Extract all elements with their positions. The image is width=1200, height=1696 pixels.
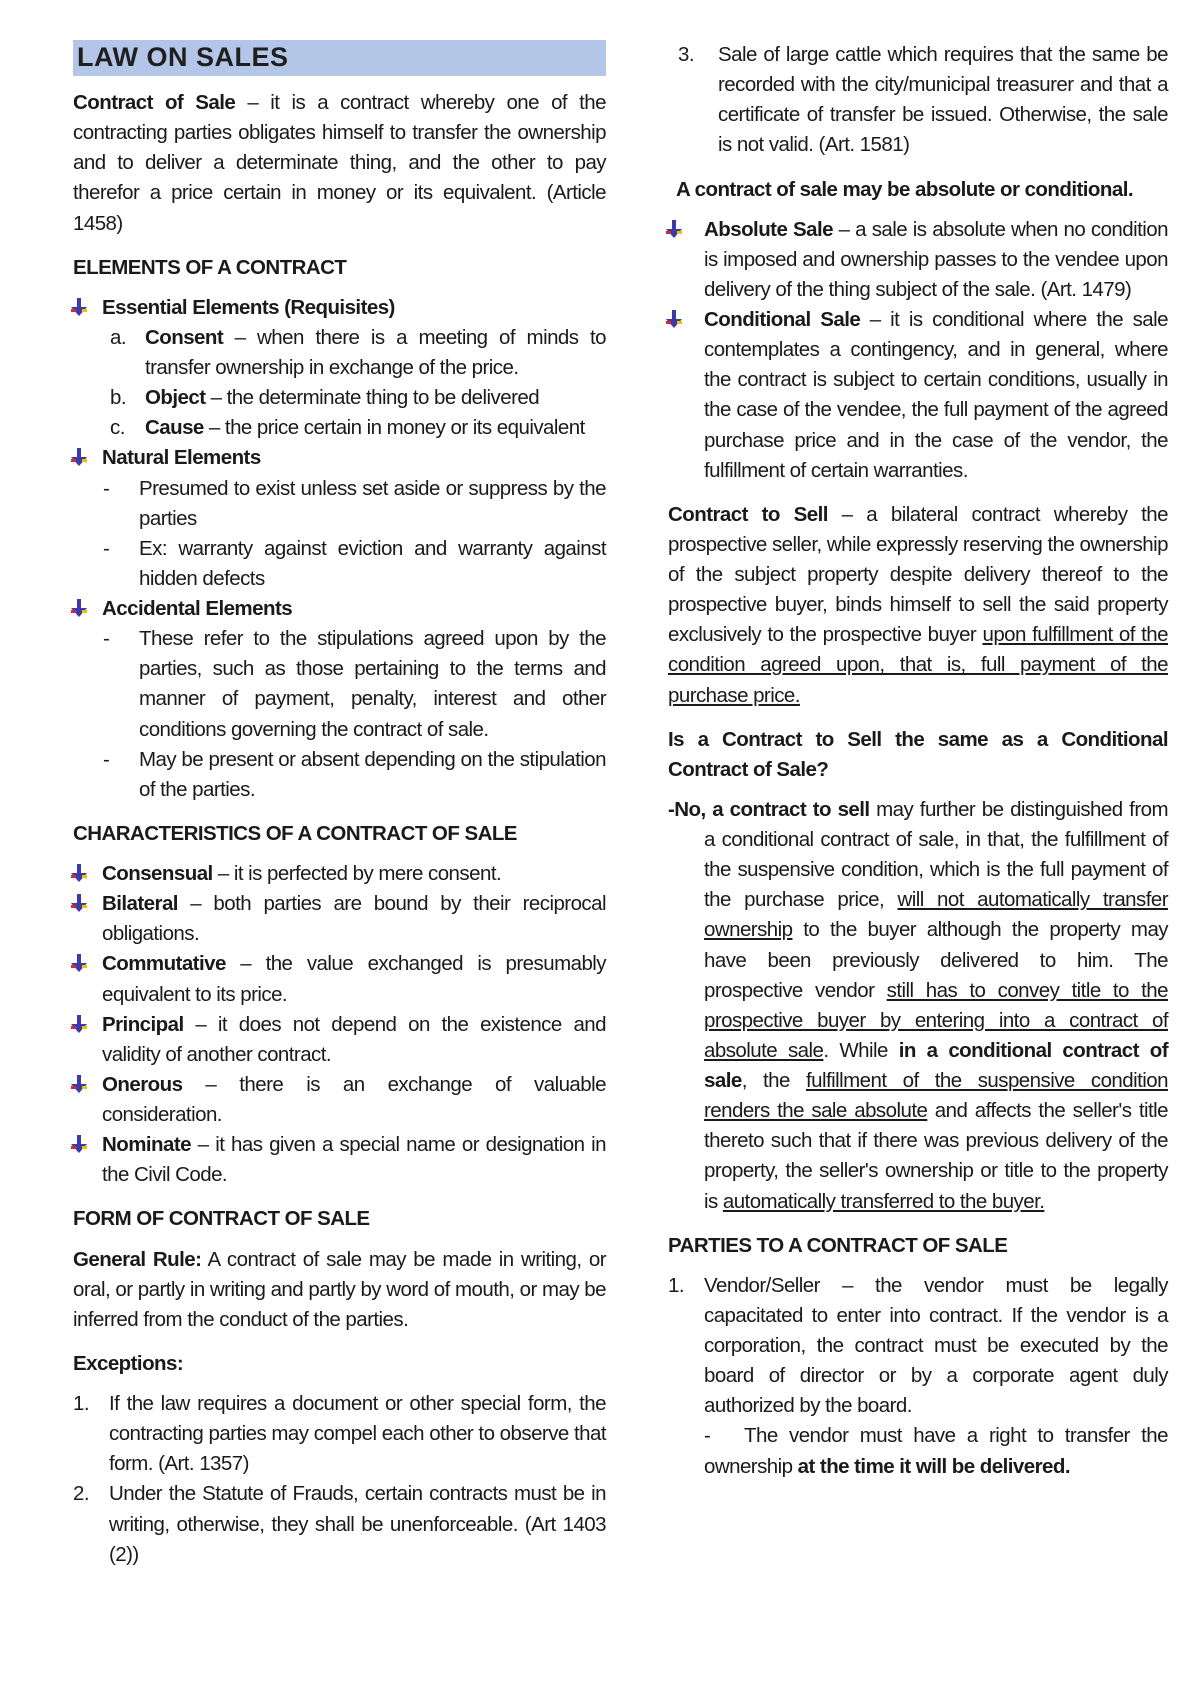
characteristic-item: Commutative – the value exchanged is presumably equivalent to its price. — [73, 949, 606, 1009]
conditional-sale-item: Conditional Sale – it is conditional where the sale contemplates a contingency, and in general, where the contract is subject to certain conditions, usually in the case of the vendee, the full payment of the agreed purchase price and in the case of the vendor, the fulfillment of certain warranties. — [668, 305, 1168, 486]
absolute-conditional-heading: A contract of sale may be absolute or conditional. — [676, 177, 1134, 201]
question-heading: Is a Contract to Sell the same as a Conditional Contract of Sale? — [668, 727, 1168, 781]
absolute-sale-item: Absolute Sale – a sale is absolute when no condition is imposed and ownership passes to the vendee upon delivery of the thing subject of the sale. (Art. 1479) — [668, 215, 1168, 305]
characteristic-item: Bilateral – both parties are bound by their reciprocal obligations. — [73, 889, 606, 949]
exception-item: 2. Under the Statute of Frauds, certain contracts must be in writing, otherwise, they shall be unenforceable. (Art 1403 (2)) — [73, 1482, 606, 1566]
characteristic-item: Nominate – it has given a special name or designation in the Civil Code. — [73, 1130, 606, 1190]
natural-item: - Ex: warranty against eviction and warranty against hidden defects — [103, 536, 606, 590]
parties-heading: PARTIES TO A CONTRACT OF SALE — [668, 1233, 1008, 1257]
accidental-item: - These refer to the stipulations agreed upon by the parties, such as those pertaining to the terms and manner of payment, penalty, interest and other conditions governing the contract of sale. — [103, 627, 606, 741]
answer-paragraph: -No, a contract to sell may further be distinguished from a conditional contract of sale, in that, the fulfillment of the suspensive condition, which is the full payment of the purchase price, will not automatically transfer ownership to the buyer although the property may have been previously delivered to him. The prospective vendor still has to convey title to the prospective buyer by entering into a contract of absolute sale. While in a conditional contract of sale, the fulfillment of the suspensive condition renders the sale absolute and affects the seller's title thereto such that if there was previous delivery of the property, the seller's ownership or title to the property is automatically transferred to the buyer. — [668, 797, 1168, 1213]
page-title: LAW ON SALES — [73, 40, 606, 76]
element-consent: a. Consent – when there is a meeting of minds to transfer ownership in exchange of the price. — [110, 325, 606, 379]
characteristic-item: Onerous – there is an exchange of valuable consideration. — [73, 1070, 606, 1130]
contract-to-sell-definition: Contract to Sell – a bilateral contract whereby the prospective seller, while expressly reserving the ownership of the subject property despite delivery thereof to the prospective buyer, binds himself to sell the said property exclusively to the prospective buyer upon fulfillment of the condition agreed upon, that is, full payment of the purchase price. — [668, 502, 1168, 707]
arrow-down-bullet-icon — [70, 1135, 88, 1155]
arrow-down-bullet-icon — [70, 448, 88, 468]
natural-elements: Natural Elements — [73, 443, 606, 473]
arrow-down-bullet-icon — [70, 298, 88, 318]
characteristics-heading: CHARACTERISTICS OF A CONTRACT OF SALE — [73, 821, 517, 845]
arrow-down-bullet-icon — [70, 894, 88, 914]
right-column — [668, 40, 1168, 1482]
exceptions-heading: Exceptions: — [73, 1351, 184, 1375]
elements-heading: ELEMENTS OF A CONTRACT — [73, 255, 347, 279]
form-heading: FORM OF CONTRACT OF SALE — [73, 1207, 370, 1231]
element-object: b. Object – the determinate thing to be delivered — [110, 386, 540, 410]
contract-of-sale-definition: Contract of Sale – it is a contract whereby one of the contracting parties obligates himself to transfer the ownership and to deliver a determinate thing, and the other to pay therefor a price certain in money or its equivalent. (Article 1458) — [73, 91, 606, 235]
exception-item: 3. Sale of large cattle which requires that the same be recorded with the city/municipal treasurer and that a certificate of transfer be issued. Otherwise, the sale is not valid. (Art. 1581) — [678, 43, 1168, 157]
arrow-down-bullet-icon — [70, 599, 88, 619]
vendor-note: - The vendor must have a right to transfer the ownership at the time it will be delivered. — [704, 1424, 1168, 1478]
arrow-down-bullet-icon — [70, 864, 88, 884]
exception-item: 1. If the law requires a document or other special form, the contracting parties may compel each other to observe that form. (Art. 1357) — [73, 1392, 606, 1476]
arrow-down-bullet-icon — [70, 1015, 88, 1035]
essential-elements: Essential Elements (Requisites) — [73, 293, 606, 323]
arrow-down-bullet-icon — [665, 310, 683, 330]
natural-item: - Presumed to exist unless set aside or suppress by the parties — [103, 476, 606, 530]
left-column — [73, 40, 606, 1570]
characteristic-item: Consensual – it is perfected by mere consent. — [73, 859, 606, 889]
accidental-item: - May be present or absent depending on the stipulation of the parties. — [103, 747, 606, 801]
general-rule: General Rule: A contract of sale may be made in writing, or oral, or partly in writing and partly by word of mouth, or may be inferred from the conduct of the parties. — [73, 1247, 606, 1331]
element-cause: c. Cause – the price certain in money or its equivalent — [110, 416, 585, 440]
arrow-down-bullet-icon — [70, 1075, 88, 1095]
arrow-down-bullet-icon — [70, 954, 88, 974]
party-item: 1. Vendor/Seller – the vendor must be legally capacitated to enter into contract. If the vendor is a corporation, the contract must be executed by the board of director or by a corporate agent duly authorized by the board. — [668, 1273, 1168, 1418]
arrow-down-bullet-icon — [665, 220, 683, 240]
accidental-elements: Accidental Elements — [73, 594, 606, 624]
characteristic-item: Principal – it does not depend on the existence and validity of another contract. — [73, 1010, 606, 1070]
